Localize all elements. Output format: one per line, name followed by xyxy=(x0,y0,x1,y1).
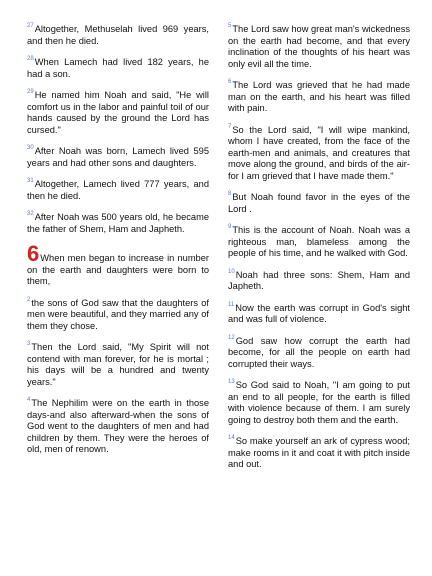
verse-number: 29 xyxy=(27,89,34,95)
verse-text: So make yourself an ark of cypress wood; make rooms in it and coat it with pitch inside and out. xyxy=(228,436,410,469)
verse-text: After Noah was 500 years old, he became the father of Shem, Ham and Japheth. xyxy=(27,212,209,234)
verse-number: 12 xyxy=(228,334,235,341)
verse-number: 7 xyxy=(228,123,232,130)
verse-text: But Noah found favor in the eyes of the Lord . xyxy=(228,192,410,214)
verse-text: So the Lord said, "I will wipe mankind, whom I have created, from the face of the earth-men and animals, and creatures that move along the ground, and birds of the air-for I am grieved that I have made them." xyxy=(228,124,410,181)
verse-text: He named him Noah and said, "He will comfort us in the labor and painful toil of our hands caused by the ground the Lord has cursed." xyxy=(27,90,209,135)
verse xyxy=(228,303,410,326)
verse-number: 4 xyxy=(27,397,31,403)
verse xyxy=(27,90,209,136)
verse-number: 32 xyxy=(27,211,34,217)
verse xyxy=(27,398,209,456)
chapter-number: 6 xyxy=(27,241,40,266)
verse-number: 2 xyxy=(27,296,31,303)
right-column xyxy=(228,24,410,481)
verse xyxy=(27,179,209,202)
verse-number: 11 xyxy=(228,301,235,308)
verse-number: 14 xyxy=(228,435,235,441)
verse-text: The Lord was grieved that he had made man on the earth, and his heart was filled with pain. xyxy=(228,80,410,113)
verse xyxy=(27,342,209,388)
verse-number: 27 xyxy=(27,23,34,29)
verse-number: 3 xyxy=(27,341,31,347)
verse xyxy=(228,80,410,115)
verse-text: When Lamech had lived 182 years, he had a son. xyxy=(27,57,209,79)
verse-number: 13 xyxy=(228,379,235,385)
chapter-start-verse xyxy=(27,241,209,288)
verse-number: 9 xyxy=(228,224,232,230)
verse xyxy=(27,24,209,47)
verse xyxy=(27,146,209,169)
verse xyxy=(228,436,410,471)
verse xyxy=(228,125,410,183)
verse-text: God saw how corrupt the earth had become, for all the people on earth had corrupted their ways. xyxy=(228,335,410,369)
left-column xyxy=(27,24,209,466)
verse-text: Altogether, Lamech lived 777 years, and then he died. xyxy=(27,179,209,201)
verse xyxy=(228,192,410,215)
verse-text: The Nephilim were on the earth in those days-and also afterward-when the sons of God went to the daughters of men and had children by them. They were the heroes of old, men of renown. xyxy=(27,398,209,454)
verse xyxy=(228,380,410,426)
verse-number: 30 xyxy=(27,145,34,151)
verse-text: Then the Lord said, "My Spirit will not contend with man forever, for he is mortal ; his days will be a hundred and twenty years." xyxy=(27,342,209,387)
verse-text: This is the account of Noah. Noah was a righteous man, blameless among the people of his time, and he walked with God. xyxy=(228,225,410,258)
verse xyxy=(228,270,410,293)
verse xyxy=(228,336,410,371)
verse-text: The Lord saw how great man's wickedness on the earth had become, and that every inclination of the thoughts of his heart was only evil all the time. xyxy=(228,24,410,69)
verse-text: So God said to Noah, "I am going to put an end to all people, for the earth is filled with violence because of them. I am surely going to destroy both them and the earth. xyxy=(228,380,410,425)
verse xyxy=(27,298,209,333)
verse xyxy=(228,225,410,260)
verse xyxy=(27,57,209,80)
verse-number: 28 xyxy=(27,56,34,62)
verse-text: Altogether, Methuselah lived 969 years, and then he died. xyxy=(27,24,209,46)
verse-number: 10 xyxy=(228,268,235,275)
verse xyxy=(27,212,209,235)
verse-number: 5 xyxy=(228,23,232,29)
verse-text: Now the earth was corrupt in God's sight and was full of violence. xyxy=(228,302,410,324)
verse-number: 6 xyxy=(228,79,232,85)
verse-number: 31 xyxy=(27,178,34,184)
verse-text: After Noah was born, Lamech lived 595 years and had other sons and daughters. xyxy=(27,146,209,168)
verse-number: 8 xyxy=(228,191,232,197)
verse-text: Noah had three sons: Shem, Ham and Japheth. xyxy=(228,269,410,291)
verse xyxy=(228,24,410,70)
verse-text: When men began to increase in number on the earth and daughters were born to them, xyxy=(27,253,209,286)
verse-text: the sons of God saw that the daughters of men were beautiful, and they married any of them they chose. xyxy=(27,297,209,331)
